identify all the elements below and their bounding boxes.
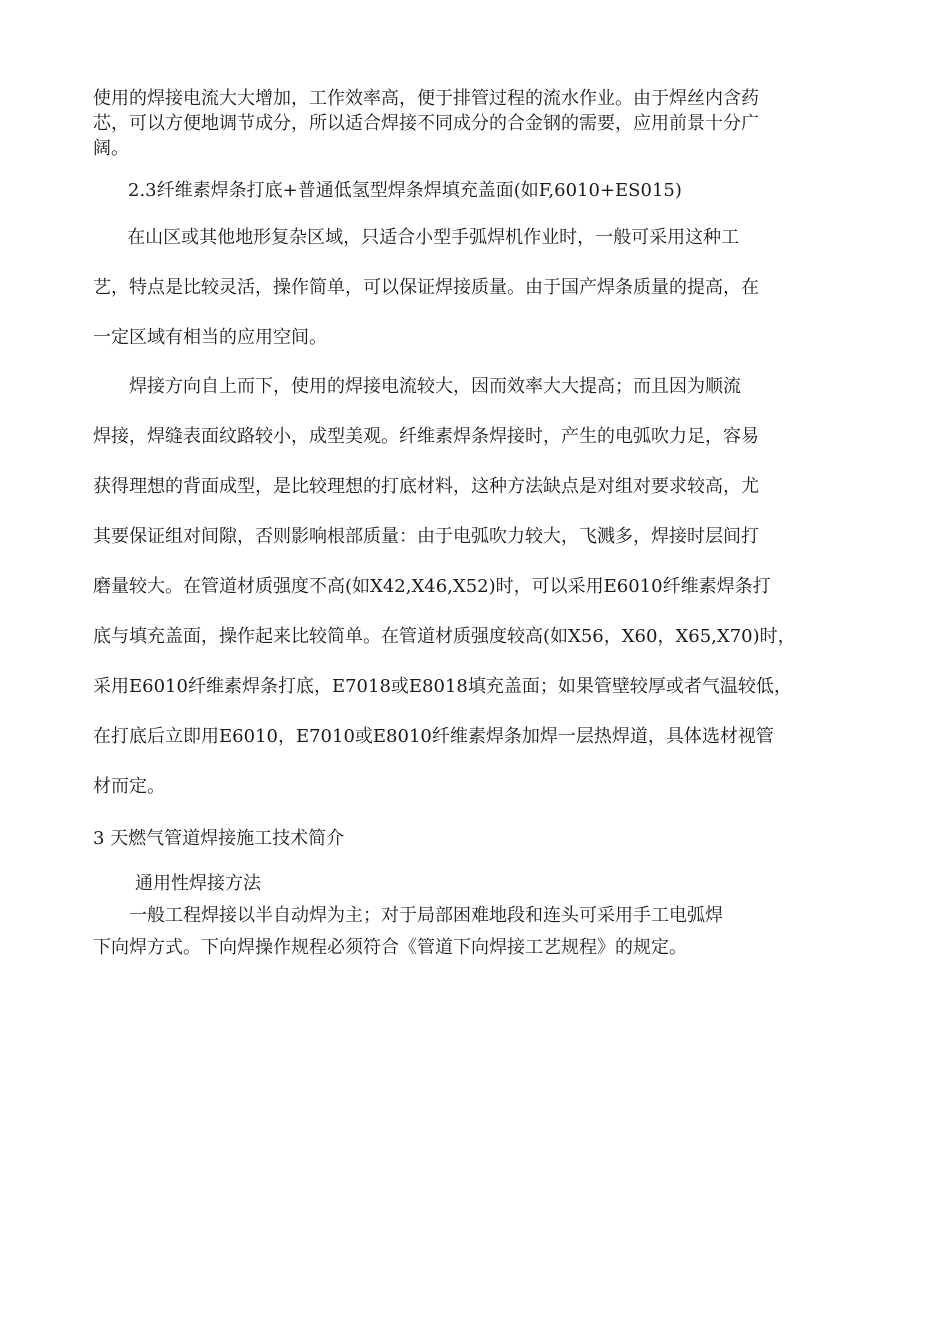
text-line: 获得理想的背面成型，是比较理想的打底材料，这种方法缺点是对组对要求较高，尤 bbox=[93, 476, 759, 497]
section-3-subheading: 通用性焊接方法 bbox=[135, 873, 261, 894]
section-3-paragraph bbox=[93, 900, 853, 964]
text-line: 艺，特点是比较灵活，操作简单，可以保证焊接质量。由于国产焊条质量的提高，在 bbox=[93, 277, 759, 298]
text-line: 采用E6010纤维素焊条打底，E7018或E8018填充盖面；如果管壁较厚或者气温较低， bbox=[93, 676, 792, 697]
section-2-3-paragraph-2 bbox=[93, 362, 845, 812]
section-2-3-heading: 2.3纤维素焊条打底+普通低氢型焊条焊填充盖面(如F,6010+ES015) bbox=[128, 180, 682, 201]
text-line: 下向焊方式。下向焊操作规程必须符合《管道下向焊接工艺规程》的规定。 bbox=[93, 937, 687, 958]
text-line: 焊接方向自上而下，使用的焊接电流较大，因而效率大大提高；而且因为顺流 bbox=[129, 376, 741, 397]
text-line: 焊接，焊缝表面纹路较小，成型美观。纤维素焊条焊接时，产生的电弧吹力足，容易 bbox=[93, 426, 759, 447]
text-line: 一定区域有相当的应用空间。 bbox=[93, 327, 327, 348]
text-line: 使用的焊接电流大大增加，工作效率高，便于排管过程的流水作业。由于焊丝内含药 bbox=[93, 88, 759, 109]
text-line: 其要保证组对间隙，否则影响根部质量：由于电弧吹力较大，飞溅多，焊接时层间打 bbox=[93, 526, 759, 547]
section-2-3-paragraph-1 bbox=[93, 213, 845, 363]
text-line: 底与填充盖面，操作起来比较简单。在管道材质强度较高(如X56，X60，X65,X70)时， bbox=[93, 626, 796, 647]
text-line: 在打底后立即用E6010，E7010或E8010纤维素焊条加焊一层热焊道，具体选材视管 bbox=[93, 726, 774, 747]
text-line: 材而定。 bbox=[93, 776, 165, 797]
text-line: 芯，可以方便地调节成分，所以适合焊接不同成分的合金钢的需要，应用前景十分广 bbox=[93, 113, 759, 134]
text-line: 阔。 bbox=[93, 138, 129, 159]
text-line: 一般工程焊接以半自动焊为主；对于局部困难地段和连头可采用手工电弧焊 bbox=[129, 905, 723, 926]
text-line: 磨量较大。在管道材质强度不高(如X42,X46,X52)时，可以采用E6010纤维素焊条打 bbox=[93, 576, 771, 597]
text-line: 在山区或其他地形复杂区域，只适合小型手弧焊机作业时，一般可采用这种工 bbox=[127, 227, 740, 248]
intro-paragraph bbox=[93, 86, 845, 161]
section-3-heading: 3 天燃气管道焊接施工技术简介 bbox=[93, 828, 345, 849]
